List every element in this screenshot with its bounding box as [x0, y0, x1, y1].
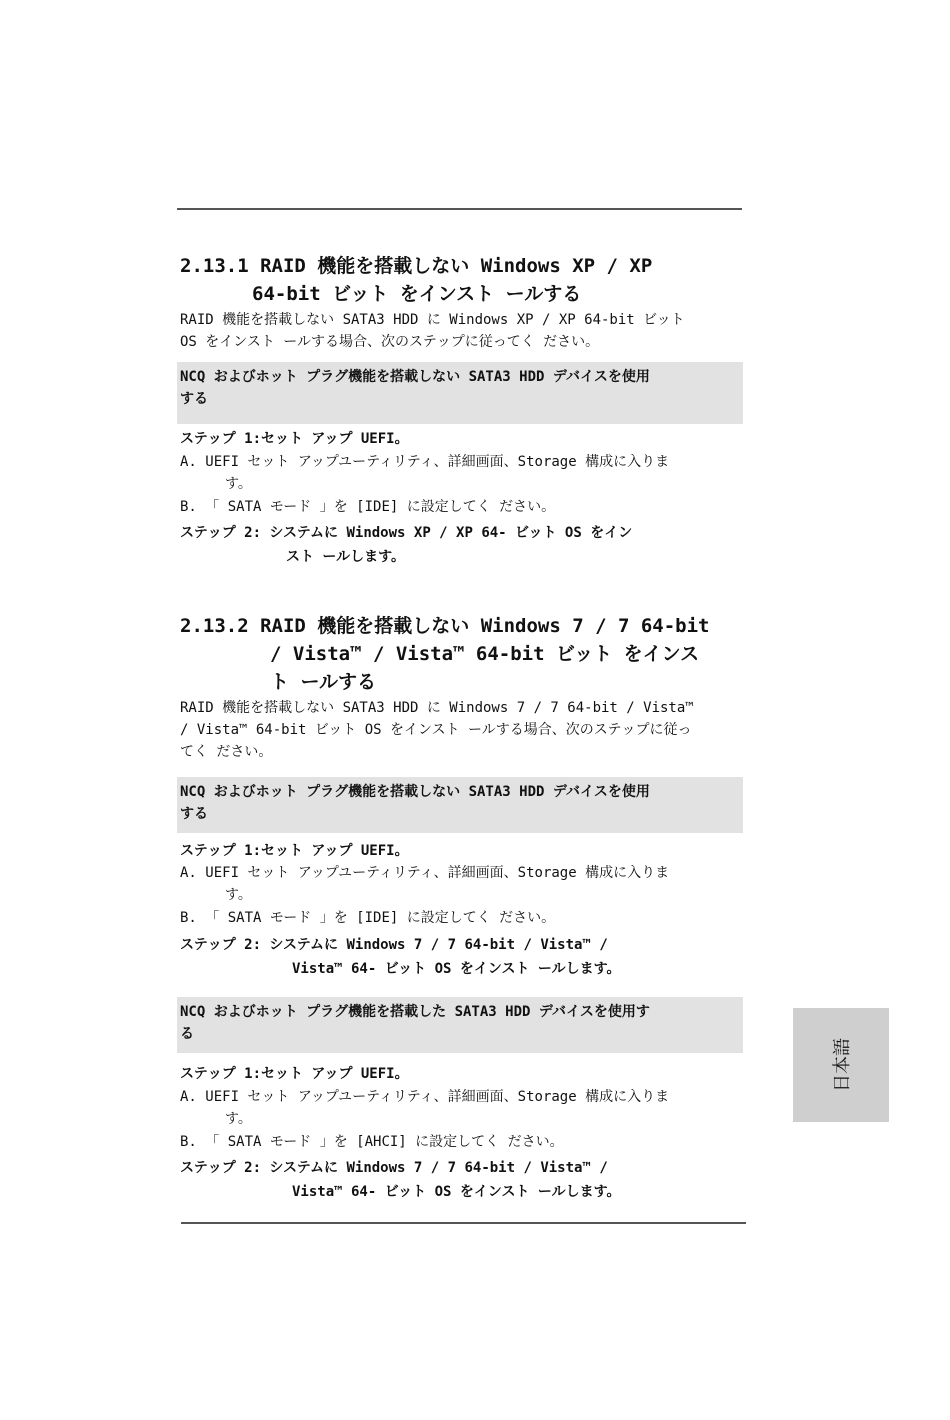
top-rule [177, 208, 742, 210]
section-1-item-a-line-2: す。 [225, 476, 252, 492]
section-2-box-1-line-1: NCQ およびホット プラグ機能を搭載しない SATA3 HDD デバイスを使用 [180, 784, 650, 800]
section-1-item-b: B. 「 SATA モード 」を [IDE] に設定してく ださい。 [180, 499, 556, 515]
bottom-rule [181, 1222, 746, 1224]
section-1-step-2-line-2: スト ールします。 [286, 549, 406, 565]
section-2-box-2-line-1: NCQ およびホット プラグ機能を搭載した SATA3 HDD デバイスを使用す [180, 1004, 650, 1020]
section-2-block-2-step-2-line-1: ステップ 2: システムに Windows 7 / 7 64-bit / Vista™ / [180, 1160, 608, 1176]
section-1-heading-line-1: 2.13.1 RAID 機能を搭載しない Windows XP / XP [180, 255, 653, 277]
language-tab-label: 日本語 [832, 1038, 853, 1092]
section-1-step-2-line-1: ステップ 2: システムに Windows XP / XP 64- ビット OS をイン [180, 525, 633, 541]
section-2-block-2-step-1: ステップ 1:セット アップ UEFI。 [180, 1066, 409, 1082]
section-2-block-2-step-2-line-2: Vista™ 64- ビット OS をインスト ールします。 [292, 1184, 621, 1200]
section-1-box-line-2: する [180, 391, 208, 407]
section-2-heading-line-2: / Vista™ / Vista™ 64-bit ビット をインス [270, 643, 700, 665]
section-1-ncq-box [177, 362, 743, 424]
section-1-box-line-1: NCQ およびホット プラグ機能を搭載しない SATA3 HDD デバイスを使用 [180, 369, 650, 385]
section-1-step-1: ステップ 1:セット アップ UEFI。 [180, 431, 409, 447]
language-side-tab [793, 1008, 889, 1122]
section-2-block-1-item-a-line-1: A. UEFI セット アップユーティリティ、詳細画面、Storage 構成に入りま [180, 865, 670, 881]
section-2-heading-line-3: ト ールする [270, 671, 377, 693]
section-2-block-2-item-a-line-1: A. UEFI セット アップユーティリティ、詳細画面、Storage 構成に入りま [180, 1089, 670, 1105]
section-2-block-1-item-a-line-2: す。 [225, 887, 252, 903]
section-2-box-1-line-2: する [180, 806, 208, 822]
section-2-block-1-item-b: B. 「 SATA モード 」を [IDE] に設定してく ださい。 [180, 910, 556, 926]
section-1-item-a-line-1: A. UEFI セット アップユーティリティ、詳細画面、Storage 構成に入りま [180, 454, 670, 470]
section-2-block-1-step-2-line-1: ステップ 2: システムに Windows 7 / 7 64-bit / Vista™ / [180, 937, 608, 953]
section-2-block-1-step-2-line-2: Vista™ 64- ビット OS をインスト ールします。 [292, 961, 621, 977]
section-1-intro-line-2: OS をインスト ールする場合、次のステップに従ってく ださい。 [180, 334, 600, 350]
section-1-intro-line-1: RAID 機能を搭載しない SATA3 HDD に Windows XP / XP 64-bit ビット [180, 312, 685, 328]
section-2-ncq-box-2 [177, 997, 743, 1053]
section-2-intro-line-2: / Vista™ 64-bit ビット OS をインスト ールする場合、次のステップに従っ [180, 722, 692, 738]
section-1-heading-line-2: 64-bit ビット をインスト ールする [252, 283, 582, 305]
section-2-block-2-item-a-line-2: す。 [225, 1111, 252, 1127]
section-2-heading-line-1: 2.13.2 RAID 機能を搭載しない Windows 7 / 7 64-bit [180, 615, 710, 637]
section-2-block-1-step-1: ステップ 1:セット アップ UEFI。 [180, 843, 409, 859]
section-2-box-2-line-2: る [180, 1026, 194, 1042]
section-2-block-2-item-b: B. 「 SATA モード 」を [AHCI] に設定してく ださい。 [180, 1134, 564, 1150]
section-2-intro-line-3: てく ださい。 [180, 744, 273, 760]
section-2-intro-line-1: RAID 機能を搭載しない SATA3 HDD に Windows 7 / 7 64-bit / Vista™ [180, 700, 694, 716]
section-2-ncq-box-1 [177, 777, 743, 833]
